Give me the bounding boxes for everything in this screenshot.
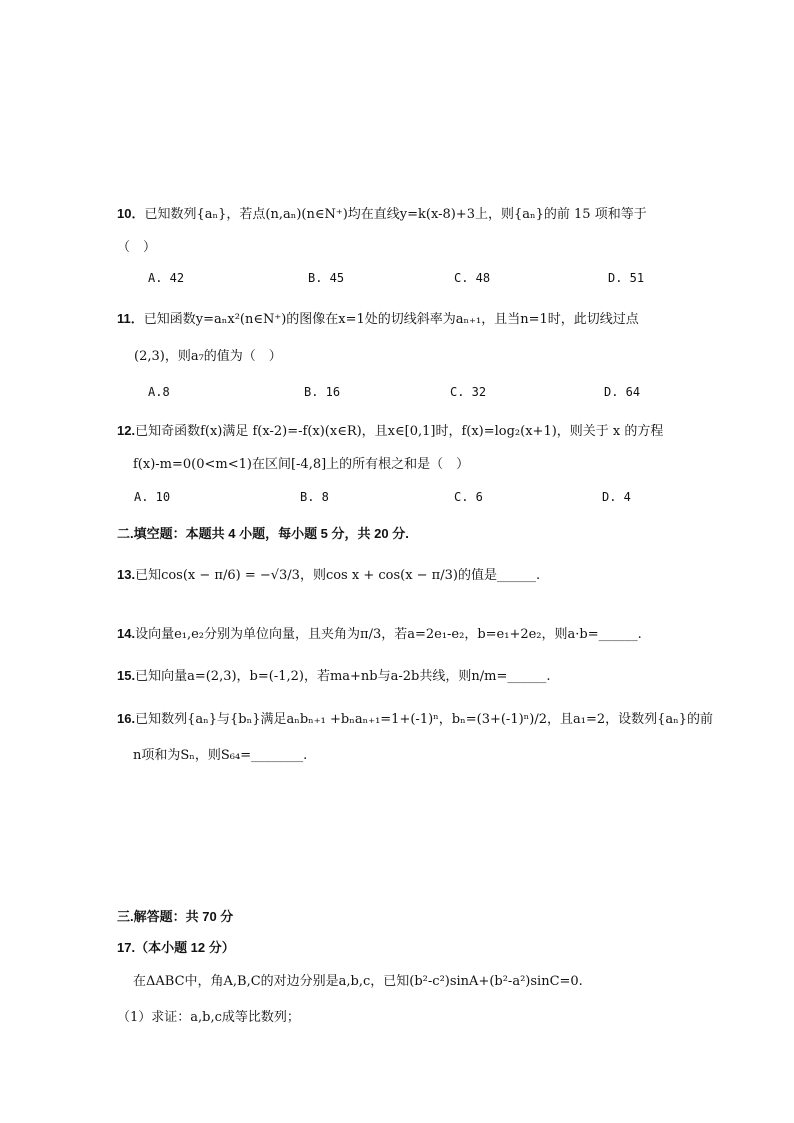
question-11-cont: (2,3)，则a₇的值为（ ） xyxy=(134,349,282,364)
option-d: D. 4 xyxy=(602,490,631,504)
question-17-title: 17.（本小题 12 分） xyxy=(117,940,235,955)
option-a: A. 42 xyxy=(148,271,185,285)
question-16-cont: n项和为Sₙ，则S₆₄=________. xyxy=(133,748,308,763)
option-b: B. 45 xyxy=(308,271,345,285)
question-17-stem: 在ΔABC中，角A,B,C的对边分别是a,b,c，已知(b²-c²)sinA+(b²-a²)sinC=0. xyxy=(133,974,583,989)
option-d: D. 64 xyxy=(604,385,641,399)
question-number: 16. xyxy=(117,711,136,726)
option-c: C. 48 xyxy=(454,271,491,285)
question-10-stem: 已知数列{aₙ}，若点(n,aₙ)(n∈N⁺)均在直线y=k(x-8)+3上，则{aₙ}的前 15 项和等于 xyxy=(144,207,647,222)
question-16 xyxy=(117,710,713,729)
question-14-stem: 设向量e₁,e₂分别为单位向量，且夹角为π/3，若a=2e₁-e₂，b=e₁+2e₂，则a·b=______. xyxy=(135,627,642,642)
option-a: A. 10 xyxy=(134,490,171,504)
question-10 xyxy=(117,205,647,224)
option-a: A.8 xyxy=(148,385,170,399)
question-number: 13. xyxy=(117,567,136,582)
question-12-stem: 已知奇函数f(x)满足 f(x-2)=-f(x)(x∈R)，且x∈[0,1]时，f(x)=log₂(x+1)，则关于 x 的方程 xyxy=(135,424,664,439)
question-number: 12. xyxy=(117,423,136,438)
option-b: B. 8 xyxy=(300,490,329,504)
question-11 xyxy=(117,310,639,329)
question-12-cont: f(x)-m=0(0<m<1)在区间[-4,8]上的所有根之和是（ ） xyxy=(133,457,470,472)
question-17-part1: （1）求证：a,b,c成等比数列； xyxy=(117,1010,300,1025)
question-number: 14. xyxy=(117,626,136,641)
option-d: D. 51 xyxy=(608,271,645,285)
question-number: 15. xyxy=(117,668,136,683)
option-b: B. 16 xyxy=(304,385,341,399)
question-number: 11． xyxy=(117,311,144,326)
answer-paren: （ ） xyxy=(117,240,157,255)
section-3-heading: 三.解答题：共 70 分 xyxy=(117,909,234,924)
question-15-stem: 已知向量a=(2,3)，b=(-1,2)，若ma+nb与a-2b共线，则n/m=______. xyxy=(135,669,551,684)
option-c: C. 32 xyxy=(450,385,487,399)
question-15 xyxy=(117,667,550,686)
question-13 xyxy=(117,566,540,585)
question-number: 10． xyxy=(117,206,145,221)
question-11-stem: 已知函数y=aₙx²(n∈N⁺)的图像在x=1处的切线斜率为aₙ₊₁，且当n=1时，此切线过点 xyxy=(143,312,639,327)
section-2-heading: 二.填空题：本题共 4 小题，每小题 5 分，共 20 分. xyxy=(117,526,409,541)
question-12 xyxy=(117,422,663,441)
question-16-stem: 已知数列{aₙ}与{bₙ}满足aₙbₙ₊₁ +bₙaₙ₊₁=1+(-1)ⁿ，bₙ=(3+(-1)ⁿ)/2，且a₁=2，设数列{aₙ}的前 xyxy=(135,712,714,727)
option-c: C. 6 xyxy=(454,490,483,504)
question-14 xyxy=(117,625,642,644)
question-13-stem: 已知cos(x − π/6) = −√3/3，则cos x + cos(x − π/3)的值是______. xyxy=(135,568,541,583)
